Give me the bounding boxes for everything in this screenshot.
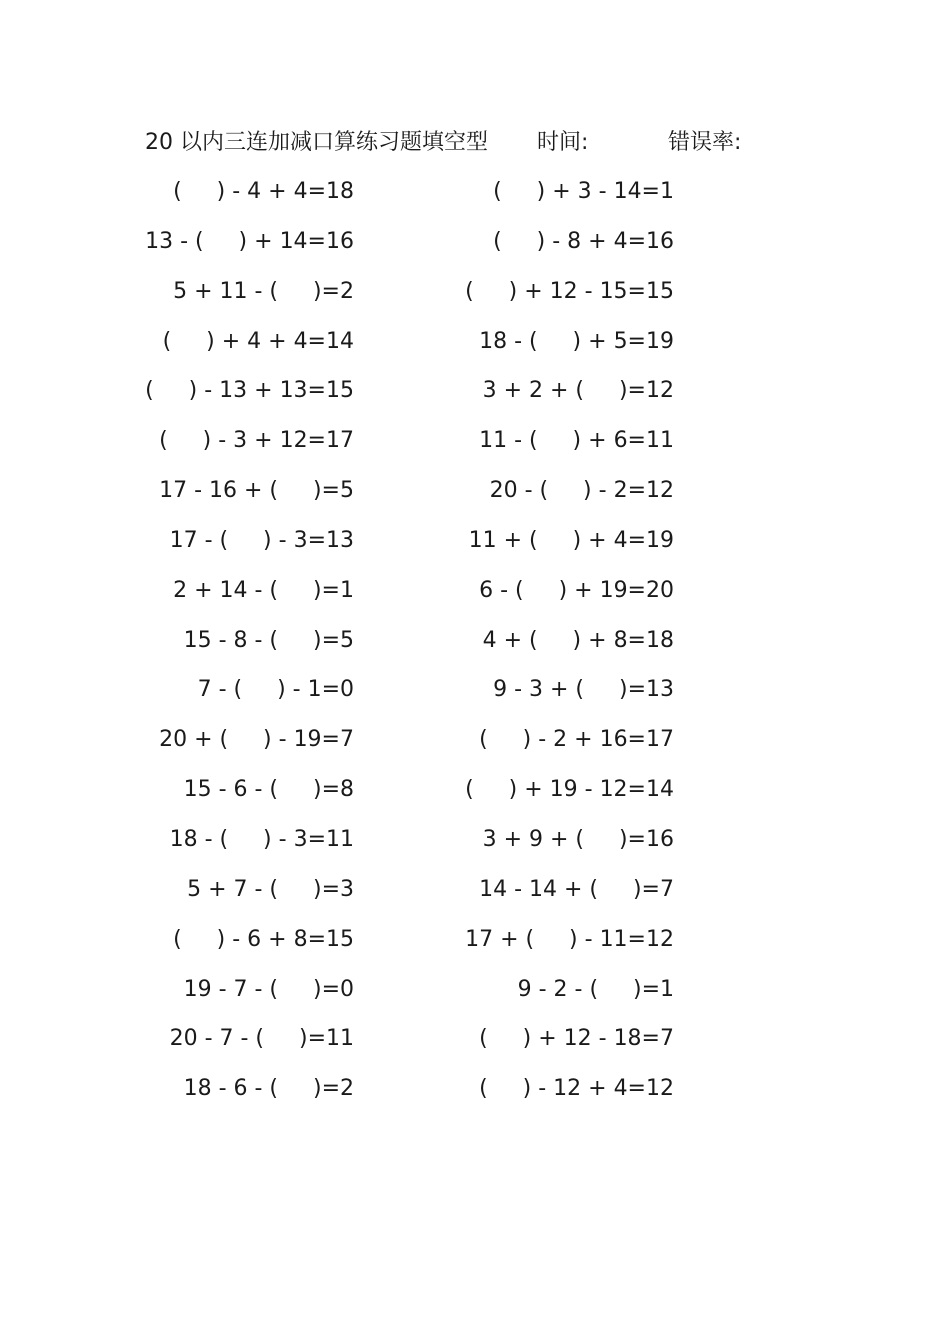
problem-row [0,772,950,822]
worksheet-header [145,126,765,160]
problem-row [0,473,950,523]
problem-row [0,373,950,423]
problem-row [0,573,950,623]
worksheet-title: 20 以内三连加减口算练习题填空型 [145,130,488,155]
problem-left: 17 - 16 + ( )=5 [159,478,354,504]
problem-right: 4 + ( ) + 8=18 [482,627,674,653]
problem-row [0,423,950,473]
problem-right: ( ) + 3 - 14=1 [493,179,674,204]
problem-row [0,623,950,673]
problem-left: 20 + ( ) - 19=7 [159,727,354,753]
problem-left: ( ) - 6 + 8=15 [173,926,354,952]
problem-row [0,274,950,324]
problem-left: ( ) - 13 + 13=15 [145,378,354,404]
problem-left: 13 - ( ) + 14=16 [145,228,354,254]
problem-left: 5 + 7 - ( )=3 [187,876,354,902]
problem-left: ( ) + 4 + 4=14 [162,328,354,354]
problem-row [0,822,950,872]
problem-left: 7 - ( ) - 1=0 [197,677,354,703]
problem-right: 14 - 14 + ( )=7 [479,876,674,902]
problem-row [0,672,950,722]
problem-right: ( ) + 12 - 18=7 [479,1026,674,1052]
problem-row [0,972,950,1022]
error-rate-label: 错误率: [668,130,742,155]
problem-left: ( ) - 3 + 12=17 [159,428,354,454]
problem-right: ( ) - 8 + 4=16 [493,228,674,254]
problem-right: ( ) - 2 + 16=17 [479,727,674,753]
problem-left: 2 + 14 - ( )=1 [173,577,354,603]
problem-right: ( ) + 12 - 15=15 [465,278,674,304]
problem-left: 17 - ( ) - 3=13 [169,527,354,553]
problem-row [0,1021,950,1071]
problem-right: 9 - 3 + ( )=13 [493,677,674,703]
problem-right: 3 + 2 + ( )=12 [482,378,674,404]
problem-left: 5 + 11 - ( )=2 [173,278,354,304]
problem-grid [0,174,950,1121]
problem-right: 20 - ( ) - 2=12 [489,478,674,504]
problem-row [0,224,950,274]
problem-left: 18 - 6 - ( )=2 [183,1076,354,1102]
problem-row [0,722,950,772]
problem-row [0,922,950,972]
problem-row [0,872,950,922]
problem-row [0,1071,950,1121]
problem-left: ( ) - 4 + 4=18 [173,179,354,204]
problem-right: 6 - ( ) + 19=20 [479,577,674,603]
problem-right: 18 - ( ) + 5=19 [479,328,674,354]
problem-left: 20 - 7 - ( )=11 [169,1026,354,1052]
time-label: 时间: [537,130,589,155]
problem-left: 18 - ( ) - 3=11 [169,826,354,852]
problem-right: ( ) + 19 - 12=14 [465,777,674,803]
problem-right: 3 + 9 + ( )=16 [482,826,674,852]
problem-right: 11 - ( ) + 6=11 [479,428,674,454]
problem-row [0,523,950,573]
problem-right: ( ) - 12 + 4=12 [479,1076,674,1102]
problem-left: 19 - 7 - ( )=0 [183,976,354,1002]
problem-row [0,324,950,374]
problem-right: 11 + ( ) + 4=19 [468,527,674,553]
problem-right: 9 - 2 - ( )=1 [517,976,674,1002]
problem-left: 15 - 6 - ( )=8 [183,777,354,803]
problem-right: 17 + ( ) - 11=12 [465,926,674,952]
problem-left: 15 - 8 - ( )=5 [183,627,354,653]
problem-row [0,174,950,224]
